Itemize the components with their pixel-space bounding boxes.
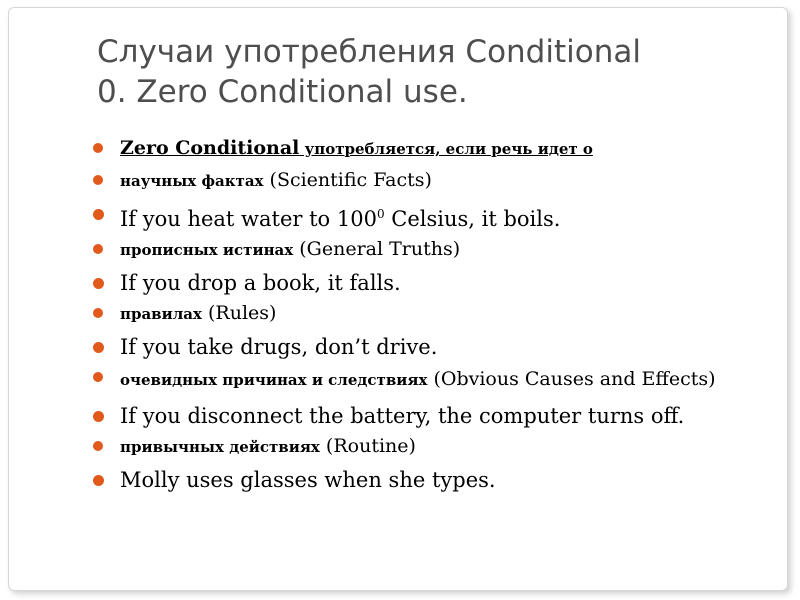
bullet-icon xyxy=(93,308,103,318)
bullet-icon xyxy=(93,342,104,353)
item-label: научных фактах xyxy=(120,172,264,190)
list-item-rules xyxy=(93,303,783,324)
intro-text: употребляется, если речь идет о xyxy=(299,140,593,158)
list-item-scientific-facts xyxy=(93,170,783,191)
example-text-pre: If you heat water to 100 xyxy=(120,207,377,231)
item-translation: (General Truths) xyxy=(293,238,461,260)
bullet-icon xyxy=(93,209,104,220)
item-label: правилах xyxy=(120,305,202,323)
intro-term: Zero Conditional xyxy=(120,137,300,159)
item-translation: (Routine) xyxy=(319,435,416,457)
bullet-icon xyxy=(93,372,103,382)
degree-superscript: 0 xyxy=(376,207,385,221)
item-label: прописных истинах xyxy=(120,241,294,259)
item-translation: (Scientific Facts) xyxy=(263,169,432,191)
example-text: If you disconnect the battery, the computer turns off. xyxy=(120,404,685,428)
list-item-example-battery xyxy=(93,404,783,429)
item-label: очевидных причинах и следствиях xyxy=(120,371,428,389)
example-text: Molly uses glasses when she types. xyxy=(120,468,496,492)
bullet-list xyxy=(93,138,783,500)
item-translation: (Obvious Causes and Effects) xyxy=(427,368,716,390)
list-item-routine xyxy=(93,436,783,457)
slide xyxy=(8,7,788,591)
list-item-example-heat-water xyxy=(93,202,783,232)
list-item-general-truths xyxy=(93,239,783,260)
bullet-icon xyxy=(93,475,104,486)
slide-title xyxy=(97,32,777,112)
bullet-icon xyxy=(93,278,104,289)
example-text: If you take drugs, don’t drive. xyxy=(120,335,438,359)
bullet-icon xyxy=(93,244,103,254)
list-item-intro xyxy=(93,138,783,159)
list-item-example-molly xyxy=(93,468,783,493)
title-line-1: Случаи употребления Conditional xyxy=(97,34,641,70)
bullet-icon xyxy=(93,143,103,153)
title-line-2: 0. Zero Conditional use. xyxy=(97,74,468,110)
example-text: If you drop a book, it falls. xyxy=(120,271,401,295)
item-translation: (Rules) xyxy=(201,302,277,324)
list-item-example-drop-book xyxy=(93,271,783,296)
list-item-causes-effects xyxy=(93,367,783,393)
bullet-icon xyxy=(93,441,103,451)
list-item-example-drugs xyxy=(93,335,783,360)
example-text-post: Celsius, it boils. xyxy=(384,207,561,231)
item-label: привычных действиях xyxy=(120,438,320,456)
bullet-icon xyxy=(93,411,104,422)
bullet-icon xyxy=(93,175,103,185)
